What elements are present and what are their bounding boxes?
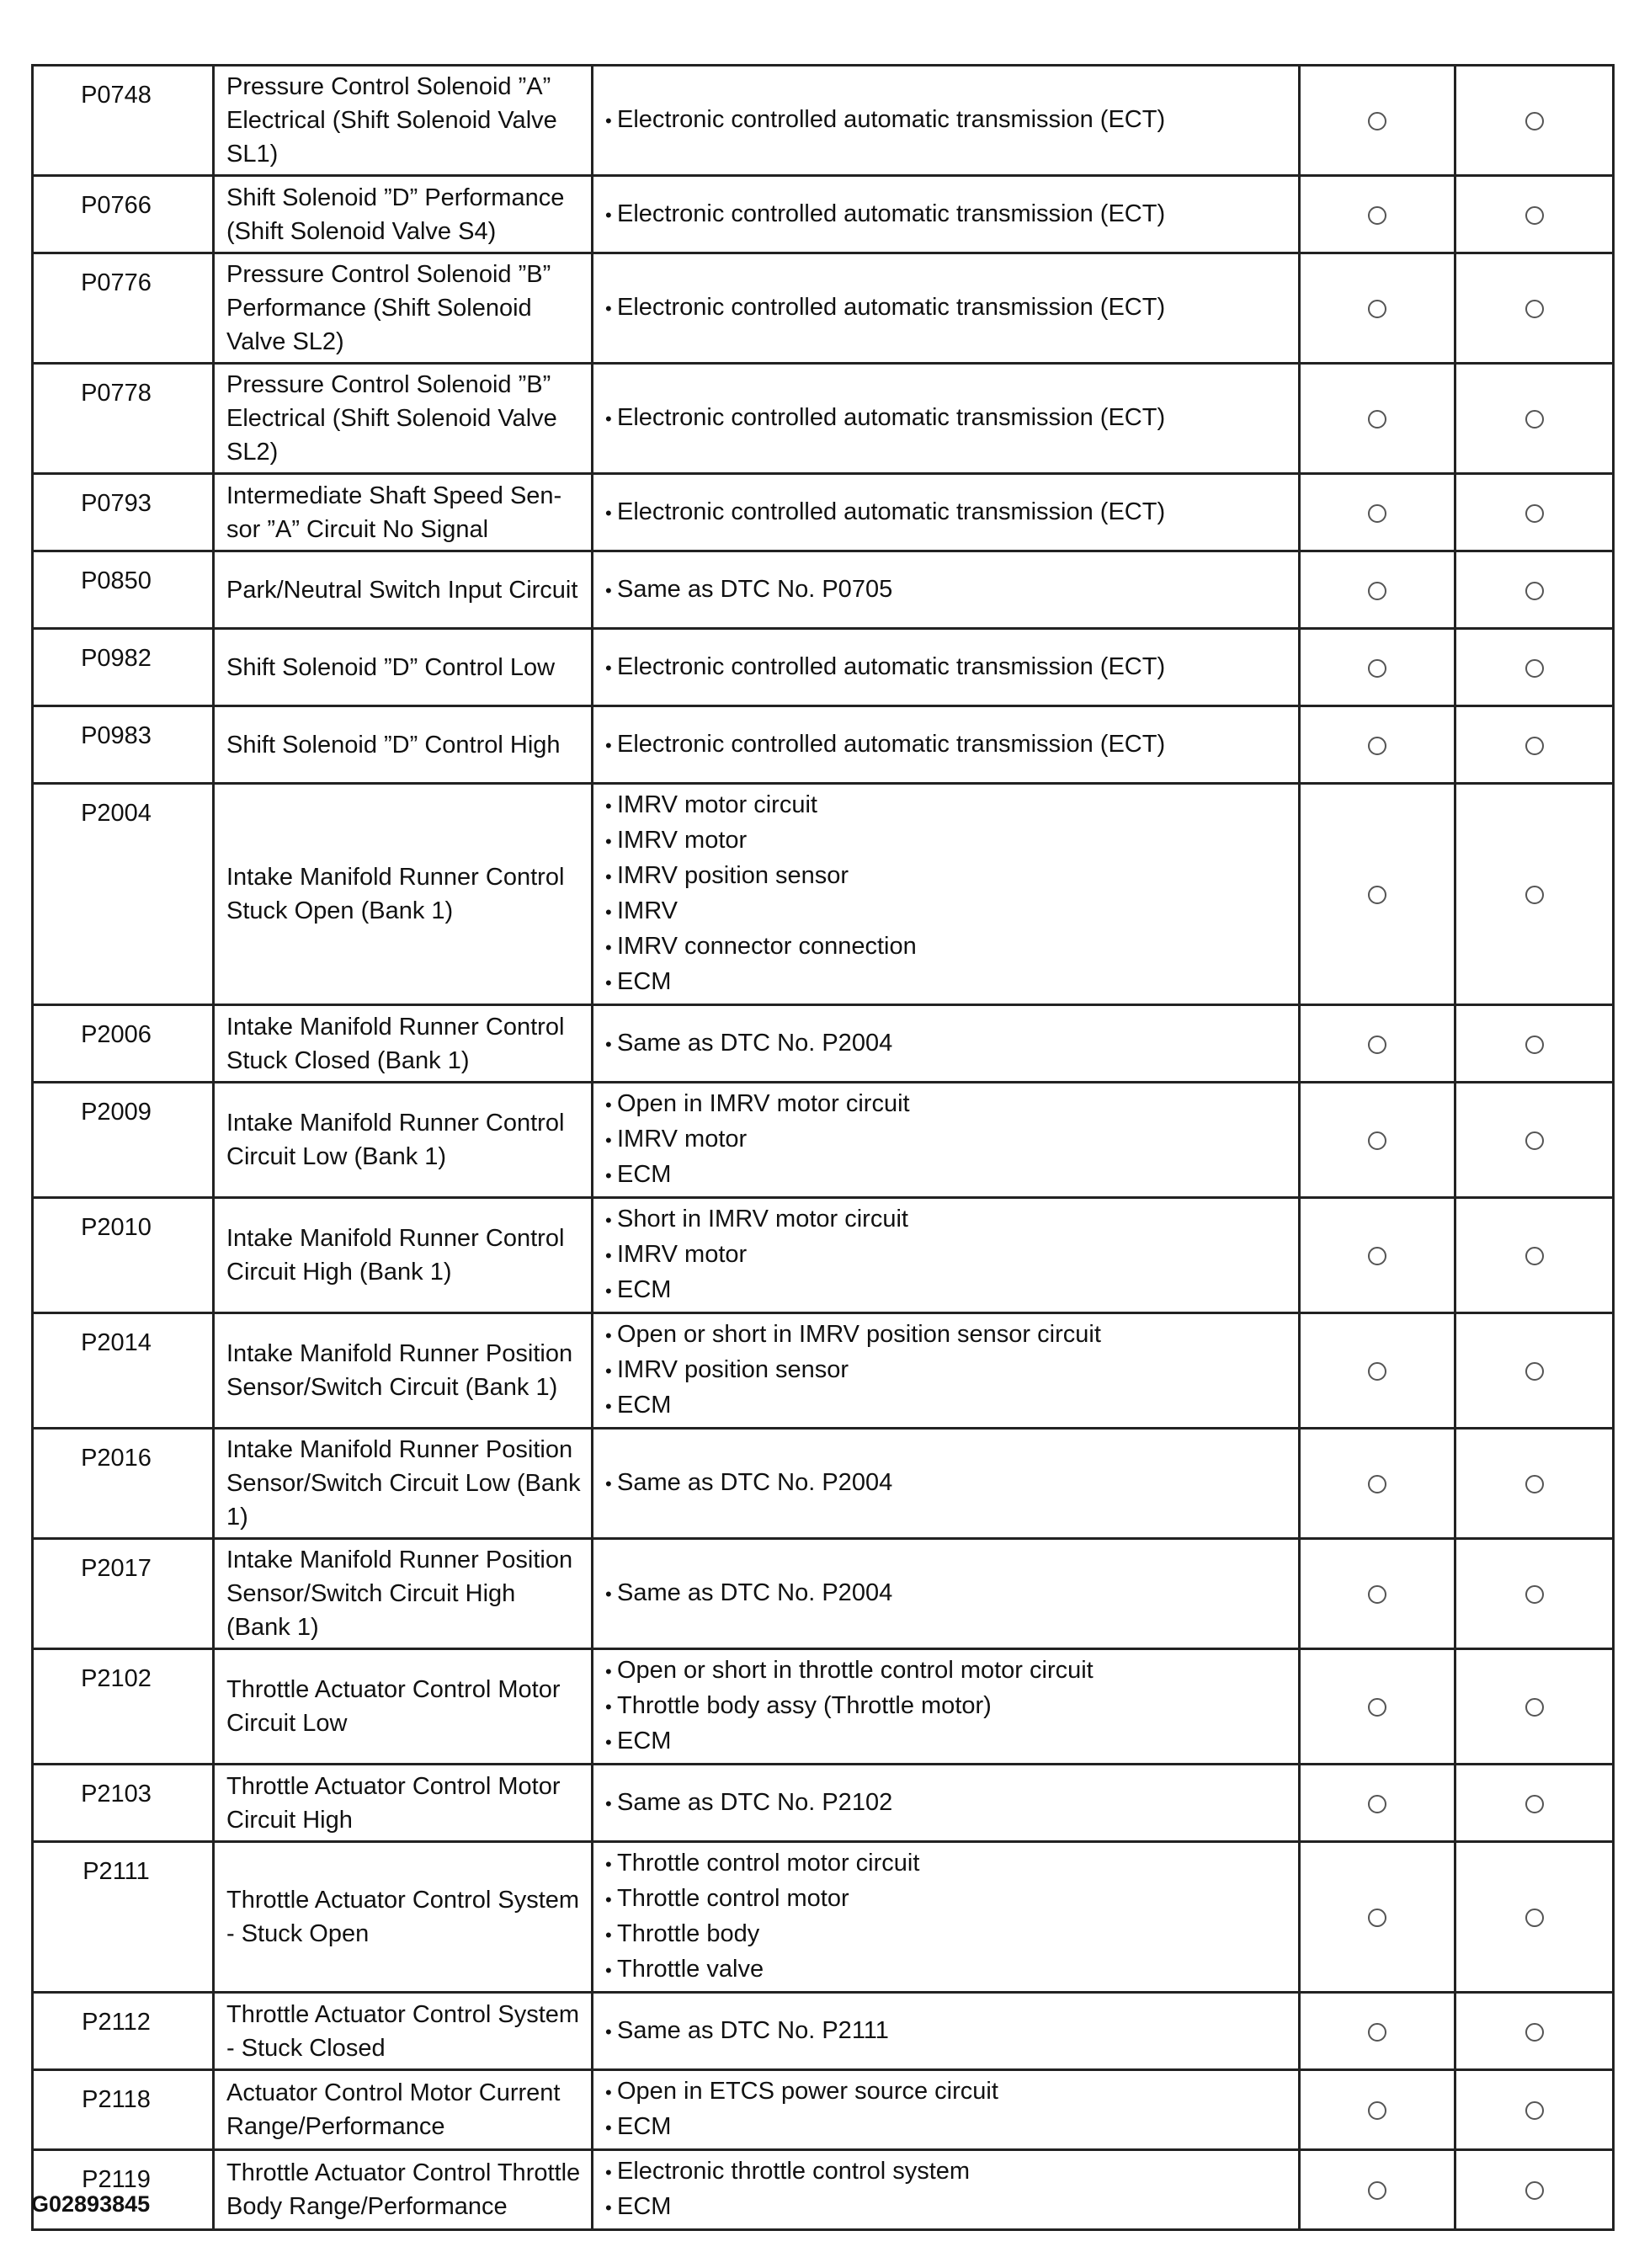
bullet-icon: • — [605, 1325, 612, 1346]
table-row — [33, 1083, 1614, 1198]
mark-cell — [1300, 706, 1455, 784]
mark-cell — [1300, 551, 1455, 629]
dtc-description: Shift Solenoid ”D” Control Low — [214, 629, 593, 706]
circle-mark-icon — [1525, 206, 1544, 225]
circle-mark-icon — [1525, 1795, 1544, 1813]
table-row — [33, 2150, 1614, 2230]
trouble-area-text: Short in IMRV motor circuit — [617, 1206, 908, 1232]
bullet-icon: • — [605, 579, 612, 601]
dtc-description: Pressure Control Solenoid ”B” Electrical (Shift Solenoid Valve SL2) — [214, 364, 593, 474]
circle-mark-icon — [1368, 1131, 1386, 1150]
table-row — [33, 364, 1614, 474]
trouble-area-text: IMRV position sensor — [617, 1356, 849, 1383]
circle-mark-icon — [1525, 582, 1544, 600]
circle-mark-icon — [1525, 737, 1544, 755]
circle-mark-icon — [1368, 2101, 1386, 2120]
bullet-icon: • — [605, 902, 612, 923]
mark-cell — [1455, 176, 1614, 253]
mark-cell — [1455, 706, 1614, 784]
mark-cell — [1300, 364, 1455, 474]
trouble-area — [593, 1005, 1300, 1083]
trouble-area — [593, 1429, 1300, 1539]
trouble-area-text: Electronic controlled automatic transmission (ECT) — [617, 294, 1166, 321]
dtc-code: P2014 — [33, 1313, 214, 1429]
bullet-icon: • — [605, 298, 612, 319]
table-row — [33, 1198, 1614, 1313]
mark-cell — [1300, 629, 1455, 706]
trouble-area — [593, 1842, 1300, 1993]
dtc-description: Throttle Actuator Control Motor Circuit High — [214, 1765, 593, 1842]
bullet-icon: • — [605, 2197, 612, 2218]
trouble-area-text: Same as DTC No. P2004 — [617, 1579, 893, 1606]
dtc-code: P0776 — [33, 253, 214, 364]
bullet-icon: • — [605, 1280, 612, 1302]
table-row — [33, 629, 1614, 706]
figure-id: G02893845 — [31, 2191, 151, 2217]
trouble-area — [593, 1198, 1300, 1313]
mark-cell — [1455, 551, 1614, 629]
bullet-icon: • — [605, 1854, 612, 1875]
mark-cell — [1455, 253, 1614, 364]
table-row — [33, 784, 1614, 1005]
trouble-area — [593, 2150, 1300, 2230]
dtc-code: P2118 — [33, 2070, 214, 2150]
trouble-area-text: Electronic controlled automatic transmission (ECT) — [617, 652, 1166, 680]
mark-cell — [1300, 176, 1455, 253]
trouble-area-item — [605, 1353, 1290, 1388]
circle-mark-icon — [1525, 1036, 1544, 1054]
trouble-area — [593, 629, 1300, 706]
dtc-description: Shift Solenoid ”D” Control High — [214, 706, 593, 784]
trouble-area-text: ECM — [617, 1276, 672, 1303]
bullet-icon: • — [605, 1245, 612, 1266]
dtc-description: Intake Manifold Runner Position Sensor/Switch Circuit Low (Bank 1) — [214, 1429, 593, 1539]
mark-cell — [1300, 1198, 1455, 1313]
bullet-icon: • — [605, 408, 612, 429]
mark-cell — [1455, 1313, 1614, 1429]
dtc-code: P0793 — [33, 474, 214, 551]
dtc-code: P2111 — [33, 1842, 214, 1993]
trouble-area-item — [605, 1882, 1290, 1917]
trouble-area — [593, 176, 1300, 253]
trouble-area-item — [605, 1087, 1290, 1122]
dtc-code: P0983 — [33, 706, 214, 784]
table-row — [33, 706, 1614, 784]
bullet-icon: • — [605, 204, 612, 226]
mark-cell — [1455, 629, 1614, 706]
bullet-icon: • — [605, 1473, 612, 1494]
circle-mark-icon — [1525, 300, 1544, 318]
mark-cell — [1455, 1539, 1614, 1649]
table-row — [33, 253, 1614, 364]
bullet-icon: • — [605, 1360, 612, 1382]
dtc-description: Intake Manifold Runner Control Stuck Closed (Bank 1) — [214, 1005, 593, 1083]
trouble-area-item — [605, 197, 1290, 232]
trouble-area — [593, 2070, 1300, 2150]
circle-mark-icon — [1368, 659, 1386, 678]
mark-cell — [1455, 784, 1614, 1005]
dtc-code: P2016 — [33, 1429, 214, 1539]
trouble-area-item — [605, 2110, 1290, 2145]
bullet-icon: • — [605, 1925, 612, 1946]
circle-mark-icon — [1368, 2023, 1386, 2042]
bullet-icon: • — [605, 1210, 612, 1231]
trouble-area — [593, 706, 1300, 784]
trouble-area-text: Electronic throttle control system — [617, 2158, 971, 2185]
trouble-area-item — [605, 1466, 1290, 1501]
mark-cell — [1300, 2070, 1455, 2150]
trouble-area — [593, 364, 1300, 474]
trouble-area-item — [605, 823, 1290, 859]
dtc-code: P2112 — [33, 1993, 214, 2070]
trouble-area-item — [605, 2154, 1290, 2190]
bullet-icon: • — [605, 796, 612, 817]
trouble-area-item — [605, 1238, 1290, 1273]
bullet-icon: • — [605, 1696, 612, 1717]
trouble-area-text: IMRV motor — [617, 1126, 748, 1153]
dtc-description: Throttle Actuator Control Motor Circuit Low — [214, 1649, 593, 1765]
trouble-area-item — [605, 1122, 1290, 1158]
trouble-area-text: ECM — [617, 968, 672, 995]
bullet-icon: • — [605, 110, 612, 131]
circle-mark-icon — [1525, 1909, 1544, 1927]
mark-cell — [1300, 253, 1455, 364]
circle-mark-icon — [1525, 1698, 1544, 1717]
circle-mark-icon — [1525, 659, 1544, 678]
mark-cell — [1455, 1083, 1614, 1198]
bullet-icon: • — [605, 1732, 612, 1753]
circle-mark-icon — [1525, 504, 1544, 523]
trouble-area-item — [605, 1273, 1290, 1308]
circle-mark-icon — [1368, 206, 1386, 225]
trouble-area — [593, 66, 1300, 176]
trouble-area-text: ECM — [617, 1392, 672, 1419]
circle-mark-icon — [1368, 1362, 1386, 1381]
mark-cell — [1455, 1993, 1614, 2070]
trouble-area-text: Open in ETCS power source circuit — [617, 2078, 998, 2105]
trouble-area-text: IMRV — [617, 897, 678, 924]
dtc-description: Shift Solenoid ”D” Performance (Shift Solenoid Valve S4) — [214, 176, 593, 253]
mark-cell — [1300, 1842, 1455, 1993]
trouble-area-text: IMRV motor — [617, 827, 748, 854]
bullet-icon: • — [605, 972, 612, 993]
bullet-icon: • — [605, 831, 612, 852]
circle-mark-icon — [1525, 1585, 1544, 1604]
dtc-description: Intake Manifold Runner Position Sensor/Switch Circuit High (Bank 1) — [214, 1539, 593, 1649]
trouble-area-text: Throttle body assy (Throttle motor) — [617, 1692, 992, 1719]
trouble-area-item — [605, 1917, 1290, 1952]
table-row — [33, 1313, 1614, 1429]
dtc-code: P2009 — [33, 1083, 214, 1198]
bullet-icon: • — [605, 1094, 612, 1115]
dtc-code: P2004 — [33, 784, 214, 1005]
trouble-area-item — [605, 1318, 1290, 1353]
bullet-icon: • — [605, 1661, 612, 1682]
trouble-area-item — [605, 859, 1290, 894]
mark-cell — [1300, 1313, 1455, 1429]
trouble-area-item — [605, 1158, 1290, 1193]
mark-cell — [1300, 2150, 1455, 2230]
trouble-area-item — [605, 2190, 1290, 2225]
trouble-area-item — [605, 1724, 1290, 1760]
dtc-code: P0766 — [33, 176, 214, 253]
trouble-area — [593, 1539, 1300, 1649]
trouble-area-item — [605, 1388, 1290, 1424]
table-row — [33, 66, 1614, 176]
table-row — [33, 2070, 1614, 2150]
bullet-icon: • — [605, 2020, 612, 2042]
trouble-area-text: Throttle control motor circuit — [617, 1850, 920, 1877]
circle-mark-icon — [1368, 1475, 1386, 1493]
dtc-description: Pressure Control Solenoid ”A” Electrical (Shift Solenoid Valve SL1) — [214, 66, 593, 176]
dtc-code: P0982 — [33, 629, 214, 706]
trouble-area-item — [605, 1026, 1290, 1062]
mark-cell — [1455, 66, 1614, 176]
mark-cell — [1455, 2150, 1614, 2230]
circle-mark-icon — [1525, 2181, 1544, 2200]
bullet-icon: • — [605, 1033, 612, 1055]
dtc-code: P2017 — [33, 1539, 214, 1649]
dtc-code: P0778 — [33, 364, 214, 474]
dtc-description: Throttle Actuator Control System - Stuck Closed — [214, 1993, 593, 2070]
trouble-area — [593, 474, 1300, 551]
mark-cell — [1455, 1765, 1614, 1842]
dtc-code: P2119 — [33, 2150, 214, 2230]
dtc-code: P2010 — [33, 1198, 214, 1313]
bullet-icon: • — [605, 866, 612, 887]
trouble-area-text: IMRV connector connection — [617, 933, 917, 960]
trouble-area — [593, 1765, 1300, 1842]
circle-mark-icon — [1368, 1036, 1386, 1054]
dtc-code: P2006 — [33, 1005, 214, 1083]
circle-mark-icon — [1368, 1795, 1386, 1813]
trouble-area-item — [605, 894, 1290, 929]
dtc-description: Throttle Actuator Control System - Stuck Open — [214, 1842, 593, 1993]
dtc-description: Throttle Actuator Control Throttle Body Range/Performance — [214, 2150, 593, 2230]
mark-cell — [1300, 1005, 1455, 1083]
trouble-area-text: Same as DTC No. P2004 — [617, 1029, 893, 1057]
trouble-area-text: Electronic controlled automatic transmission (ECT) — [617, 730, 1166, 758]
mark-cell — [1455, 1198, 1614, 1313]
trouble-area-item — [605, 650, 1290, 685]
dtc-code: P0850 — [33, 551, 214, 629]
trouble-area-text: Same as DTC No. P2102 — [617, 1788, 893, 1816]
dtc-description: Intermediate Shaft Speed Sen- sor ”A” Circuit No Signal — [214, 474, 593, 551]
trouble-area-text: Electronic controlled automatic transmission (ECT) — [617, 404, 1166, 431]
trouble-area-text: Throttle body — [617, 1920, 760, 1947]
trouble-area — [593, 1083, 1300, 1198]
bullet-icon: • — [605, 937, 612, 958]
bullet-icon: • — [605, 1584, 612, 1605]
dtc-table-body — [33, 66, 1614, 2230]
trouble-area-text: Open or short in throttle control motor circuit — [617, 1657, 1094, 1684]
bullet-icon: • — [605, 1792, 612, 1814]
circle-mark-icon — [1525, 1362, 1544, 1381]
circle-mark-icon — [1368, 504, 1386, 523]
trouble-area-text: Same as DTC No. P0705 — [617, 575, 893, 603]
dtc-description: Intake Manifold Runner Control Circuit Low (Bank 1) — [214, 1083, 593, 1198]
trouble-area-text: Same as DTC No. P2111 — [617, 2016, 889, 2044]
mark-cell — [1300, 784, 1455, 1005]
trouble-area-item — [605, 2074, 1290, 2110]
bullet-icon: • — [605, 1165, 612, 1186]
circle-mark-icon — [1368, 1698, 1386, 1717]
trouble-area-item — [605, 1202, 1290, 1238]
bullet-icon: • — [605, 657, 612, 679]
circle-mark-icon — [1368, 2181, 1386, 2200]
trouble-area-item — [605, 1576, 1290, 1611]
trouble-area — [593, 1649, 1300, 1765]
mark-cell — [1300, 66, 1455, 176]
trouble-area-item — [605, 1952, 1290, 1988]
circle-mark-icon — [1368, 410, 1386, 429]
mark-cell — [1455, 474, 1614, 551]
dtc-description: Pressure Control Solenoid ”B” Performance (Shift Solenoid Valve SL2) — [214, 253, 593, 364]
circle-mark-icon — [1368, 300, 1386, 318]
mark-cell — [1300, 1649, 1455, 1765]
dtc-code: P2102 — [33, 1649, 214, 1765]
mark-cell — [1455, 364, 1614, 474]
trouble-area — [593, 1993, 1300, 2070]
dtc-description: Intake Manifold Runner Position Sensor/Switch Circuit (Bank 1) — [214, 1313, 593, 1429]
circle-mark-icon — [1368, 1909, 1386, 1927]
circle-mark-icon — [1525, 2023, 1544, 2042]
trouble-area-text: Same as DTC No. P2004 — [617, 1469, 893, 1496]
trouble-area-item — [605, 495, 1290, 530]
trouble-area-item — [605, 788, 1290, 823]
bullet-icon: • — [605, 1396, 612, 1417]
dtc-table — [31, 64, 1615, 2231]
circle-mark-icon — [1368, 582, 1386, 600]
dtc-description: Actuator Control Motor Current Range/Performance — [214, 2070, 593, 2150]
trouble-area-item — [605, 727, 1290, 763]
bullet-icon: • — [605, 2082, 612, 2103]
circle-mark-icon — [1368, 112, 1386, 130]
dtc-description: Intake Manifold Runner Control Stuck Open (Bank 1) — [214, 784, 593, 1005]
mark-cell — [1455, 1005, 1614, 1083]
table-row — [33, 1842, 1614, 1993]
circle-mark-icon — [1525, 1131, 1544, 1150]
bullet-icon: • — [605, 1130, 612, 1151]
circle-mark-icon — [1368, 737, 1386, 755]
dtc-code: P0748 — [33, 66, 214, 176]
trouble-area — [593, 253, 1300, 364]
circle-mark-icon — [1525, 886, 1544, 904]
mark-cell — [1455, 1649, 1614, 1765]
trouble-area-text: ECM — [617, 1728, 672, 1754]
trouble-area-item — [605, 290, 1290, 326]
circle-mark-icon — [1525, 112, 1544, 130]
mark-cell — [1300, 1429, 1455, 1539]
mark-cell — [1300, 1083, 1455, 1198]
circle-mark-icon — [1525, 410, 1544, 429]
circle-mark-icon — [1368, 1247, 1386, 1265]
trouble-area-text: Throttle control motor — [617, 1885, 849, 1912]
mark-cell — [1455, 2070, 1614, 2150]
trouble-area — [593, 784, 1300, 1005]
trouble-area-text: IMRV position sensor — [617, 862, 849, 889]
bullet-icon: • — [605, 2117, 612, 2138]
dtc-description: Intake Manifold Runner Control Circuit High (Bank 1) — [214, 1198, 593, 1313]
mark-cell — [1300, 474, 1455, 551]
trouble-area-item — [605, 1689, 1290, 1724]
trouble-area-text: Open or short in IMRV position sensor circuit — [617, 1321, 1101, 1348]
trouble-area-text: IMRV motor — [617, 1241, 748, 1268]
trouble-area-item — [605, 572, 1290, 608]
trouble-area-item — [605, 929, 1290, 965]
trouble-area-item — [605, 1846, 1290, 1882]
trouble-area-text: IMRV motor circuit — [617, 791, 817, 818]
trouble-area-text: ECM — [617, 1161, 672, 1188]
table-row — [33, 1539, 1614, 1649]
mark-cell — [1300, 1765, 1455, 1842]
bullet-icon: • — [605, 1960, 612, 1981]
trouble-area-text: Electronic controlled automatic transmission (ECT) — [617, 498, 1166, 525]
trouble-area-item — [605, 401, 1290, 436]
table-row — [33, 1993, 1614, 2070]
mark-cell — [1300, 1539, 1455, 1649]
trouble-area-item — [605, 103, 1290, 138]
circle-mark-icon — [1525, 2101, 1544, 2120]
trouble-area-text: Throttle valve — [617, 1956, 764, 1983]
trouble-area-text: Electronic controlled automatic transmission (ECT) — [617, 200, 1166, 227]
table-row — [33, 551, 1614, 629]
trouble-area-item — [605, 965, 1290, 1000]
circle-mark-icon — [1368, 886, 1386, 904]
trouble-area — [593, 1313, 1300, 1429]
dtc-description: Park/Neutral Switch Input Circuit — [214, 551, 593, 629]
mark-cell — [1455, 1429, 1614, 1539]
table-row — [33, 176, 1614, 253]
dtc-code: P2103 — [33, 1765, 214, 1842]
mark-cell — [1455, 1842, 1614, 1993]
trouble-area-text: ECM — [617, 2193, 672, 2220]
bullet-icon: • — [605, 2162, 612, 2183]
table-row — [33, 1429, 1614, 1539]
circle-mark-icon — [1368, 1585, 1386, 1604]
table-row — [33, 1765, 1614, 1842]
trouble-area-item — [605, 1653, 1290, 1689]
bullet-icon: • — [605, 502, 612, 524]
bullet-icon: • — [605, 1889, 612, 1910]
trouble-area-text: Open in IMRV motor circuit — [617, 1090, 910, 1117]
bullet-icon: • — [605, 734, 612, 756]
trouble-area-item — [605, 2014, 1290, 2049]
trouble-area — [593, 551, 1300, 629]
circle-mark-icon — [1525, 1247, 1544, 1265]
trouble-area-item — [605, 1786, 1290, 1821]
circle-mark-icon — [1525, 1475, 1544, 1493]
mark-cell — [1300, 1993, 1455, 2070]
trouble-area-text: Electronic controlled automatic transmission (ECT) — [617, 106, 1166, 133]
trouble-area-text: ECM — [617, 2113, 672, 2140]
table-row — [33, 1005, 1614, 1083]
table-row — [33, 474, 1614, 551]
table-row — [33, 1649, 1614, 1765]
